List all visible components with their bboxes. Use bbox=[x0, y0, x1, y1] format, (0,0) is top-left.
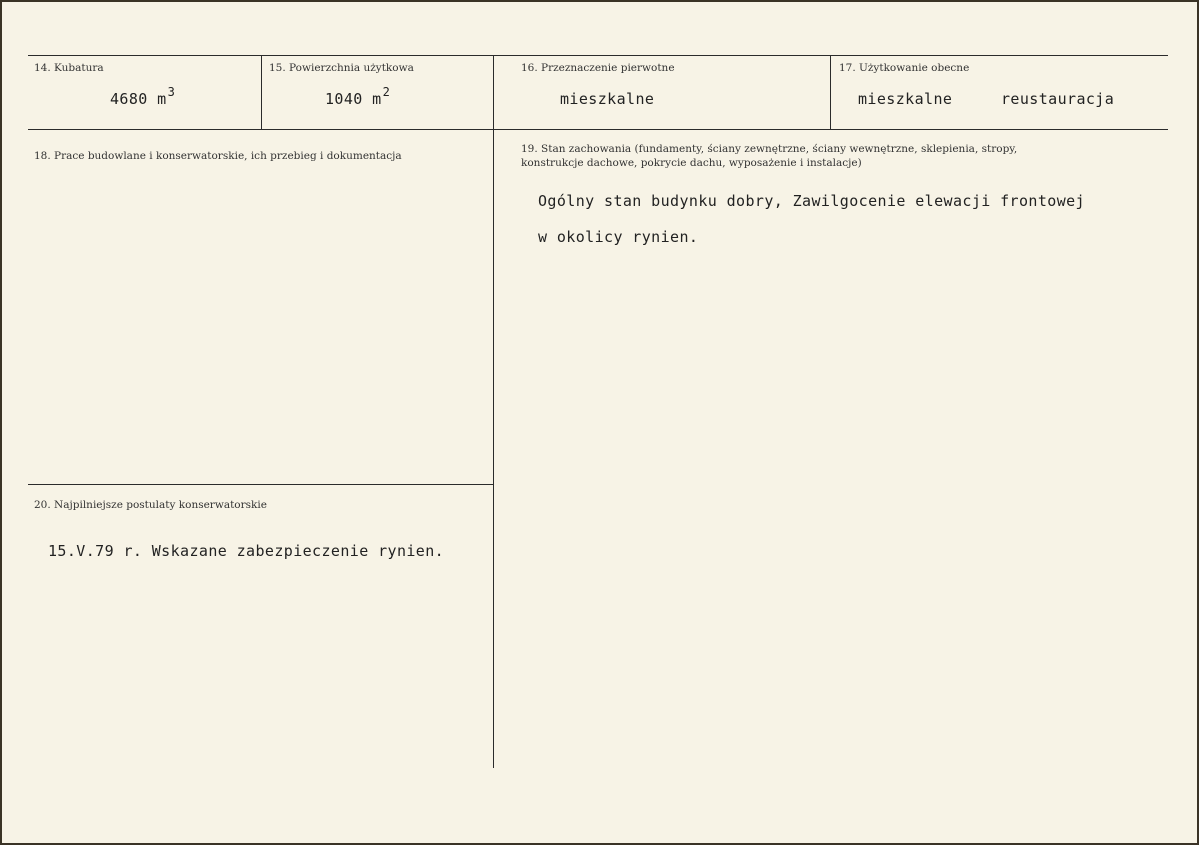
stan-text-line2: w okolicy rynien. bbox=[538, 228, 699, 246]
col1-divider bbox=[261, 55, 262, 129]
kubatura-value: 4680 $m^3$ bbox=[110, 85, 176, 108]
col3-divider bbox=[830, 55, 831, 129]
uzytkowanie-label: 17. Użytkowanie obecne bbox=[839, 62, 970, 74]
uzytkowanie-value: mieszkalne bbox=[858, 90, 953, 108]
row1-rule bbox=[28, 129, 1168, 130]
powierzchnia-value: 1040 $m^2$ bbox=[325, 85, 391, 108]
prace-label: 18. Prace budowlane i konserwatorskie, ich przebieg i dokumentacja bbox=[34, 150, 402, 162]
row2-rule bbox=[28, 484, 494, 485]
powierzchnia-label: 15. Powierzchnia użytkowa bbox=[269, 62, 414, 74]
postulaty-label: 20. Najpilniejsze postulaty konserwatorskie bbox=[34, 499, 267, 511]
stan-label-line1: 19. Stan zachowania (fundamenty, ściany zewnętrzne, ściany wewnętrzne, sklepienia, stropy, bbox=[521, 143, 1018, 155]
przeznaczenie-label: 16. Przeznaczenie pierwotne bbox=[521, 62, 675, 74]
col2-divider bbox=[493, 55, 494, 768]
uzytkowanie-value-2: reustauracja bbox=[1001, 90, 1115, 108]
postulaty-text: 15.V.79 r. Wskazane zabezpieczenie rynien. bbox=[48, 542, 445, 560]
stan-label-line2: konstrukcje dachowe, pokrycie dachu, wyposażenie i instalacje) bbox=[521, 157, 862, 169]
top-rule bbox=[28, 55, 1168, 56]
kubatura-label: 14. Kubatura bbox=[34, 62, 104, 74]
przeznaczenie-value: mieszkalne bbox=[560, 90, 655, 108]
stan-text-line1: Ogólny stan budynku dobry, Zawilgocenie elewacji frontowej bbox=[538, 192, 1085, 210]
